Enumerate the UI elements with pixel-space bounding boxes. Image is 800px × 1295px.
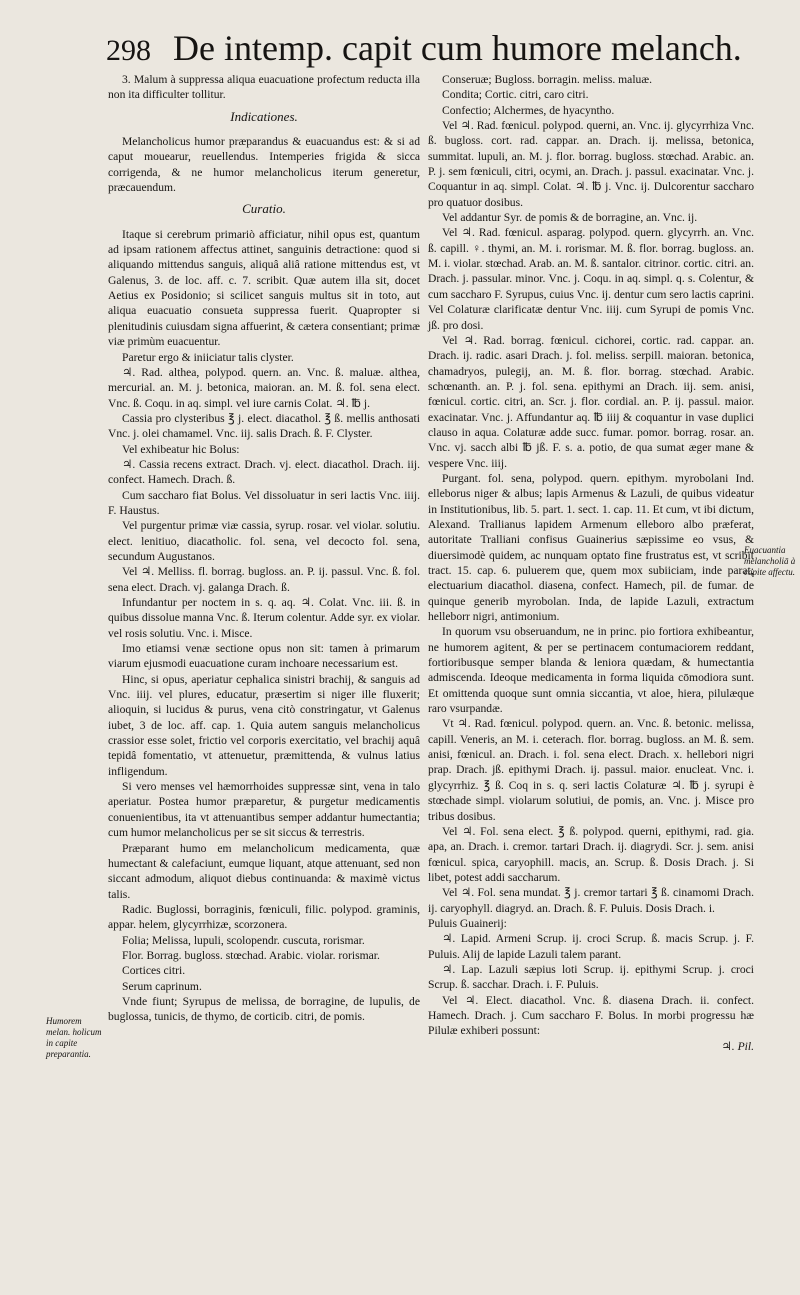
paragraph: Vel ♃. Rad. fœnicul. polypod. querni, an. Vnc. ij. glycyrrhiza Vnc. ß. bugloss. cort. rad. cappar. an. Drach. ij. melissa, betonica, summitat. lupuli, an. M. j. flor. borrag. bugloss. stœchad. Arabic. an. P. j. sem fœniculi, citri, ocymi, an. Drach. j. passul. exacinatar. Vnc. j. Coquantur in aq. simpl. Colat. ♃. ℔ j. Vnc. ij. Dulcorentur saccharo pro quatuor dosibus. (428, 119, 754, 209)
paragraph: Radic. Buglossi, borraginis, fœniculi, filic. polypod. graminis, appar. helem, glycyrrhizæ, scorzonera. (108, 902, 420, 932)
paragraph: Vnde fiunt; Syrupus de melissa, de borragine, de lupulis, de buglossa, tunicis, de thymo, de corticib. citri, de pomis. (108, 994, 420, 1024)
paragraph: Itaque si cerebrum primariò afficiatur, nihil opus est, quantum ad ipsam rationem affectus attinet, sanguinis detractione: quod si aliquando mittendus sanguis, aliquâ aliâ ratione mittendus est, vt Galenus, 3. de loc. aff. c. 7. scribit. Quæ autem illa sit, docet Aetius ex Posidonio; si scilicet sanguis multus sit in toto, aut aliqua euacuatio consueta suppressa fuerit. Quapropter si plenitudinis cuiusdam signa affuerint, & cætera consentiant; primæ viæ primùm euacuentur. (108, 227, 420, 349)
paragraph: Vel addantur Syr. de pomis & de borragine, an. Vnc. ij. (442, 211, 698, 225)
paragraph: ♃. Cassia recens extract. Drach. vj. elect. diacathol. Drach. iij. confect. Hamech. Drach. ß. (108, 457, 420, 487)
paragraph: Vel ♃. Fol. sena elect. ℥ ß. polypod. querni, epithymi, rad. gia. apa, an. Drach. i. cremor. tartari Drach. ij. diagrydi. Scr. j. sem. anisi fœnicul. spica, caryophill. macis, an. Scrup. ß. Dosis Drach. j. Si libet, potest addi saccharum. (428, 824, 754, 884)
paragraph: 3. Malum à suppressa aliqua euacuatione profectum reducta illa non ita difficulter tollitur. (108, 73, 420, 102)
margin-note-left: Humorem melan. holicum in capite preparantia. (46, 1016, 102, 1059)
paragraph: Cum saccharo fiat Bolus. Vel dissoluatur in seri lactis Vnc. iiij. F. Haustus. (108, 488, 420, 517)
paragraph: Confectio; Alchermes, de hyacyntho. (442, 103, 615, 117)
paragraph: Condita; Cortic. citri, caro citri. (442, 88, 589, 102)
paragraph: Præparant humo em melancholicum medicamenta, quæ humectant & calefaciunt, eumque liquant, atque attenuant, sed non siccant admodum, aliquot diebus continuanda: & maximè victus talis. (108, 841, 420, 901)
paragraph: Vel ♃. Elect. diacathol. Vnc. ß. diasena Drach. ii. confect. Hamech. Drach. j. Cum saccharo F. Bolus. In morbi progressu hæ Pilulæ exhiberi possunt: (428, 993, 754, 1038)
paragraph: Vel purgentur primæ viæ cassia, syrup. rosar. vel violar. solutiu. elect. lenitiuo, diacatholic. fol. sena, vel decocto fol. sena, secundum Augustanos. (108, 519, 420, 563)
paragraph: Vel exhibeatur hic Bolus: (122, 442, 240, 456)
paragraph: Puluis Guainerij: (428, 916, 507, 930)
left-column (108, 72, 420, 1025)
paragraph: Vt ♃. Rad. fœnicul. polypod. quern. an. Vnc. ß. betonic. melissa, capill. Veneris, an M. i. ceterach. flor. borrag. bugloss. an M. ß. sem. anisi, fœnicul. an. Drach. i. fol. sena elect. Drach. x. hellebori nigri prap. Drach. jß. epithymi Drach. ij. passul. maior. enucleat. Vnc. i. glycyrrhiz. ℥ ß. Coq in s. q. seri lactis Colaturæ ♃. ℔ j. syrupi è stœchade simpl. violarum solutiui, de pomis, an. Vnc. j. Misce pro tribus dosibus. (428, 717, 754, 823)
paragraph: Folia; Melissa, lupuli, scolopendr. cuscuta, rorismar. (122, 933, 365, 947)
page-title: De intemp. capit cum humore melanch. (173, 28, 742, 68)
margin-note-right: Euacuantia melancholiā à capite affectu. (744, 545, 796, 577)
paragraph: Cassia pro clysteribus ℥ j. elect. diacathol. ℥ ß. mellis anthosati Vnc. j. olei chamamel. Vnc. iij. salis Drach. ß. F. Clyster. (108, 411, 420, 441)
page-number: 298 (106, 34, 151, 67)
paragraph: Imo etiamsi venæ sectione opus non sit: tamen à primarum viarum ejusmodi euacuatione curam inchoare necessarium est. (108, 642, 420, 671)
paragraph: Melancholicus humor præparandus & euacuandus est: & si ad caput mouearur, reuellendus. Intemperies frigida & sicca corrigenda, & ne humor melancholicus iterum generetur, præcauendum. (108, 135, 420, 195)
section-heading: Curatio. (242, 201, 286, 217)
paragraph: Cortices citri. (122, 964, 186, 978)
paragraph: Hinc, si opus, aperiatur cephalica sinistri brachij, & sanguis ad Vnc. iiij. vel plures, educatur, præsertim si niger ille fluxerit; alioquin, si lucidus & purus, vena citò constringatur, vt Galenus iubet, 3 de loc. aff. cap. 1. Quia autem sanguis melancholicus crassior esse solet, frictio vel corporis exercitatio, vel brachij aquâ tepidâ fomentatio, vt attenuetur, præmittenda, & vulnus latius infligendum. (108, 672, 420, 778)
paragraph: Paretur ergo & iniiciatur talis clyster. (122, 350, 294, 364)
running-header (106, 20, 756, 76)
paragraph: ♃. Pil. (721, 1039, 754, 1053)
paragraph: In quorum vsu obseruandum, ne in princ. pio fortiora exhibeantur, ne humorem agitent, & per se pertinacem contumaciorem reddant, fortioribusque semper blanda & leniora quædam, & humectantia admiscenda. Ideoque medicamenta in forma liquida cōmodiora sunt. Et omittenda quoque sunt omnia siccantia, vt aloe, hiera, pilulæque raro vsurpandæ. (428, 625, 754, 716)
paragraph: ♃. Lapid. Armeni Scrup. ij. croci Scrup. ß. macis Scrup. j. F. Puluis. Alij de lapide Lazuli talem parant. (428, 932, 754, 961)
paragraph: Vel ♃. Rad. fœnicul. asparag. polypod. quern. glycyrrh. an. Vnc. ß. capill. ♀. thymi, an. M. i. rorismar. M. ß. flor. borrag. bugloss. an. M. i. violar. stœchad. Arab. an. M. ß. santalor. citrinor. cortic. citri. an. Drach. j. passular. minor. Vnc. j. Coqu. in aq. simpl. q. s. Colentur, & cum saccharo F. Syrupus, cuius Vnc. ij. dentur cum sero lactis caprini. Vel Colaturæ clarificatæ dentur Vnc. iiij. cum Syrupi de pomis Vnc. jß. pro dosi. (428, 226, 754, 332)
paragraph: Infundantur per noctem in s. q. aq. ♃. Colat. Vnc. iii. ß. in quibus dissolue manna Vnc. ß. Iterum colentur. Adde syr. ex violar. vel rosis solutiu. Vnc. i. Misce. (108, 596, 420, 640)
paragraph: Vel ♃. Melliss. fl. borrag. bugloss. an. P. ij. passul. Vnc. ß. fol. sena elect. Drach. vj. galanga Drach. ß. (108, 565, 420, 594)
paragraph: Flor. Borrag. bugloss. stœchad. Arabic. violar. rorismar. (122, 948, 380, 962)
section-heading: Indicationes. (230, 108, 298, 124)
paragraph: Vel ♃. Rad. borrag. fœnicul. cichorei, cortic. rad. cappar. an. Drach. ij. radic. asari Drach. j. fol. meliss. serpill. maioran. betonica, chamadryos, pulegij, an. M. ß. flor. borrag. stœchad. Arabic. schœnanth. an. P. j. fol. sena. epithymi an Drach. iij. sem. anisi, fœnicul. cortic. citri, an. Scr. j. flor. cordial. an. P. ij. passul. maior. exacinatar. Vnc. j. Affundantur aq. ℔ iiij & coquantur in vase duplici clauso in aqua. Colaturæ adde succ. fumar. pomor. borrag. rosar. an. Vnc. vj. sacch albi ℔ jß. F. s. a. potio, de qua sumat æger mane & vespere Vnc. iiij. (428, 333, 754, 470)
right-column (428, 72, 754, 1054)
paragraph: Vel ♃. Fol. sena mundat. ℥ j. cremor tartari ℥ ß. cinamomi Drach. ij. caryophyll. diagryd. an. Drach. ß. F. Puluis. Dosis Drach. i. (428, 886, 754, 915)
paragraph: ♃. Lap. Lazuli sæpius loti Scrup. ij. epithymi Scrup. j. croci Scrup. ß. sacchar. Drach. i. F. Puluis. (428, 962, 754, 992)
paragraph: Conseruæ; Bugloss. borragin. meliss. maluæ. (442, 73, 652, 86)
paragraph: Serum caprinum. (122, 979, 202, 993)
paragraph: ♃. Rad. althea, polypod. quern. an. Vnc. ß. maluæ. althea, mercurial. an. M. j. betonica, maioran. an. M. ß. fol. sena elect. Vnc. ß. Coqu. in aq. simpl. vel iure carnis Colat. ♃. ℔ j. (108, 365, 420, 410)
paragraph: Purgant. fol. sena, polypod. quern. epithym. myrobolani Ind. elleborus niger & albus; lapis Armenus & Lazuli, de quibus videatur in Institutionibus, lib. 5. part. 1. sect. 1. cap. 11. Et cum, vt ibi dictum, Alexand. Trallianus lapidem Armenum elleboro albo præferat, autoritate Tralliani confisus Guainerius sæpissime eo vsus, & diuersimodè quidem, ac nunquam optato fine frustratus est, vt scribit tract. 15. cap. 6. puluerem que, quem mox subiiciam, inde parat; electuarium diacathol. diasena, confect. Hamech, pil. de fumar. de quinque generib myrobolan. Inda, de lapide Lazuli, extractum helleborr nigri, antimonium. (428, 471, 754, 624)
paragraph: Si vero menses vel hæmorrhoides suppressæ sint, vena in talo aperiatur. Postea humor præparetur, & purgetur medicamentis conuenientibus, ita vt attenuantibus semper addantur humectantia; cum humor melancholicus per se sit siccus & terrestris. (108, 780, 420, 840)
